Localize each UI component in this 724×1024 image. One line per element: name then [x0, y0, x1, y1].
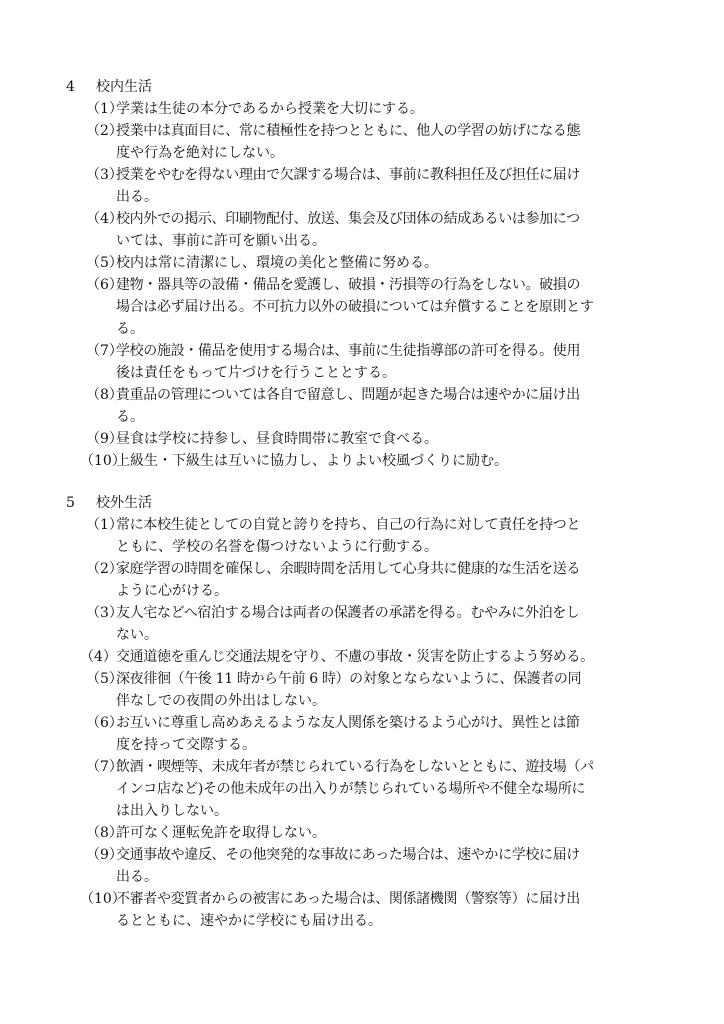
section-heading: [0, 492, 724, 514]
rule-label: （9）: [86, 847, 123, 863]
rule-label: （8）: [86, 825, 123, 841]
rule-label: （6）: [86, 715, 123, 731]
rule-item: [0, 428, 724, 450]
rule-label: （10）: [80, 891, 126, 907]
section-number: 5: [66, 495, 75, 511]
rule-text-line: 授業をやむを得ない理由で欠課する場合は、事前に教科担任及び担任に届け: [116, 167, 581, 183]
rule-text-line: ともに、学校の名誉を傷つけないように行動する。: [116, 539, 438, 555]
rule-text-line: 飲酒・喫煙等、未成年者が禁じられている行為をしないとともに、遊技場（パ: [116, 759, 594, 775]
rule-text-line: 深夜徘徊（午後 11 時から午前 6 時）の対象とならないように、保護者の同: [116, 671, 582, 687]
rule-item: [0, 208, 724, 252]
rule-text-line: 建物・器具等の設備・備品を愛護し、破損・汚損等の行為をしない。破損の: [116, 277, 581, 293]
rule-text-line: 出る。: [116, 869, 158, 885]
rule-item: [0, 822, 724, 844]
rule-label: （4）: [80, 649, 117, 665]
rule-item: [0, 558, 724, 602]
rule-item: [0, 712, 724, 756]
rule-label: （9）: [86, 431, 123, 447]
rule-text-line: 家庭学習の時間を確保し、余暇時間を活用して心身共に健康的な生活を送る: [116, 561, 581, 577]
rule-label: （6）: [86, 277, 123, 293]
rule-text-line: いては、事前に許可を願い出る。: [116, 233, 326, 249]
rule-text-line: 不審者や変質者からの被害にあった場合は、関係諸機関（警察等）に届け出: [116, 891, 580, 907]
rule-item: [0, 274, 724, 340]
section-outside-life: [0, 492, 724, 932]
rule-label: （7）: [86, 343, 123, 359]
rule-text-line: 校内は常に清潔にし、環境の美化と整備に努める。: [116, 255, 438, 271]
rule-label: （10）: [80, 453, 126, 469]
rule-text-line: ように心がける。: [116, 583, 228, 599]
rule-text-line: 友人宅などへ宿泊する場合は両者の保護者の承諾を得る。むやみに外泊をし: [116, 605, 580, 621]
rule-text-line: 上級生・下級生は互いに協力し、よりよい校風づくりに励む。: [116, 453, 508, 469]
rule-label: （5）: [86, 671, 123, 687]
rule-text-line: お互いに尊重し高めあえるような友人関係を築けるよう心がけ、異性とは節: [116, 715, 580, 731]
rule-text-line: インコ店など)その他未成年の出入りが禁じられている場所や不健全な場所に: [116, 781, 586, 797]
rule-item: [0, 668, 724, 712]
rule-text-line: 校内外での掲示、印刷物配付、放送、集会及び団体の結成あるいは参加につ: [116, 211, 580, 227]
rule-label: （4）: [86, 211, 123, 227]
rule-text-line: 場合は必ず届け出る。不可抗力以外の破損については弁償することを原則とす: [116, 299, 594, 315]
rule-text-line: 許可なく運転免許を取得しない。: [116, 825, 326, 841]
section-heading: [0, 76, 724, 98]
rule-item: [0, 888, 724, 932]
section-number: 4: [66, 79, 75, 95]
rule-item: [0, 450, 724, 472]
rule-text-line: 常に本校生徒としての自覚と誇りを持ち、自己の行為に対して責任を持つと: [116, 517, 581, 533]
rule-text-line: る。: [116, 321, 144, 337]
rule-item: [0, 340, 724, 384]
rule-label: （3）: [86, 167, 123, 183]
rule-item: [0, 120, 724, 164]
rule-text-line: 伴なしでの夜間の外出はしない。: [116, 693, 326, 709]
rule-text-line: 度を持って交際する。: [116, 737, 256, 753]
rule-text-line: 出る。: [116, 189, 158, 205]
rule-item: [0, 602, 724, 646]
section-school-life: [0, 76, 724, 472]
rule-label: （1）: [86, 517, 123, 533]
rule-text-line: 授業中は真面目に、常に積極性を持つとともに、他人の学習の妨げになる態: [116, 123, 581, 139]
rule-text-line: は出入りしない。: [116, 803, 228, 819]
rule-item: [0, 646, 724, 668]
rule-text-line: 貴重品の管理については各自で留意し、問題が起きた場合は速やかに届け出: [116, 387, 580, 403]
section-title: 校内生活: [96, 79, 152, 95]
rule-item: [0, 98, 724, 120]
rule-text-line: るとともに、速やかに学校にも届け出る。: [116, 913, 382, 929]
rule-item: [0, 756, 724, 822]
rule-item: [0, 384, 724, 428]
rule-text-line: ない。: [116, 627, 158, 643]
rule-text-line: る。: [116, 409, 144, 425]
rule-label: （1）: [86, 101, 123, 117]
rule-label: （2）: [86, 561, 123, 577]
rule-item: [0, 164, 724, 208]
rule-text-line: 交通事故や違反、その他突発的な事故にあった場合は、速やかに学校に届け: [116, 847, 580, 863]
rule-text-line: 度や行為を絶対にしない。: [116, 145, 284, 161]
rule-text-line: 昼食は学校に持参し、昼食時間帯に教室で食べる。: [116, 431, 438, 447]
rule-text-line: 後は責任をもって片づけを行うこととする。: [116, 365, 396, 381]
rule-item: [0, 844, 724, 888]
rule-label: （2）: [86, 123, 123, 139]
rule-item: [0, 252, 724, 274]
rule-text-line: 交通道徳を重んじ交通法規を守り、不慮の事故・災害を防止するよう努める。: [116, 649, 594, 665]
rule-text-line: 学校の施設・備品を使用する場合は、事前に生徒指導部の許可を得る。使用: [116, 343, 581, 359]
rule-label: （8）: [86, 387, 123, 403]
rule-label: （3）: [86, 605, 123, 621]
rule-label: （7）: [86, 759, 123, 775]
rule-text-line: 学業は生徒の本分であるから授業を大切にする。: [116, 101, 424, 117]
rule-item: [0, 514, 724, 558]
rule-label: （5）: [86, 255, 123, 271]
section-title: 校外生活: [96, 495, 152, 511]
